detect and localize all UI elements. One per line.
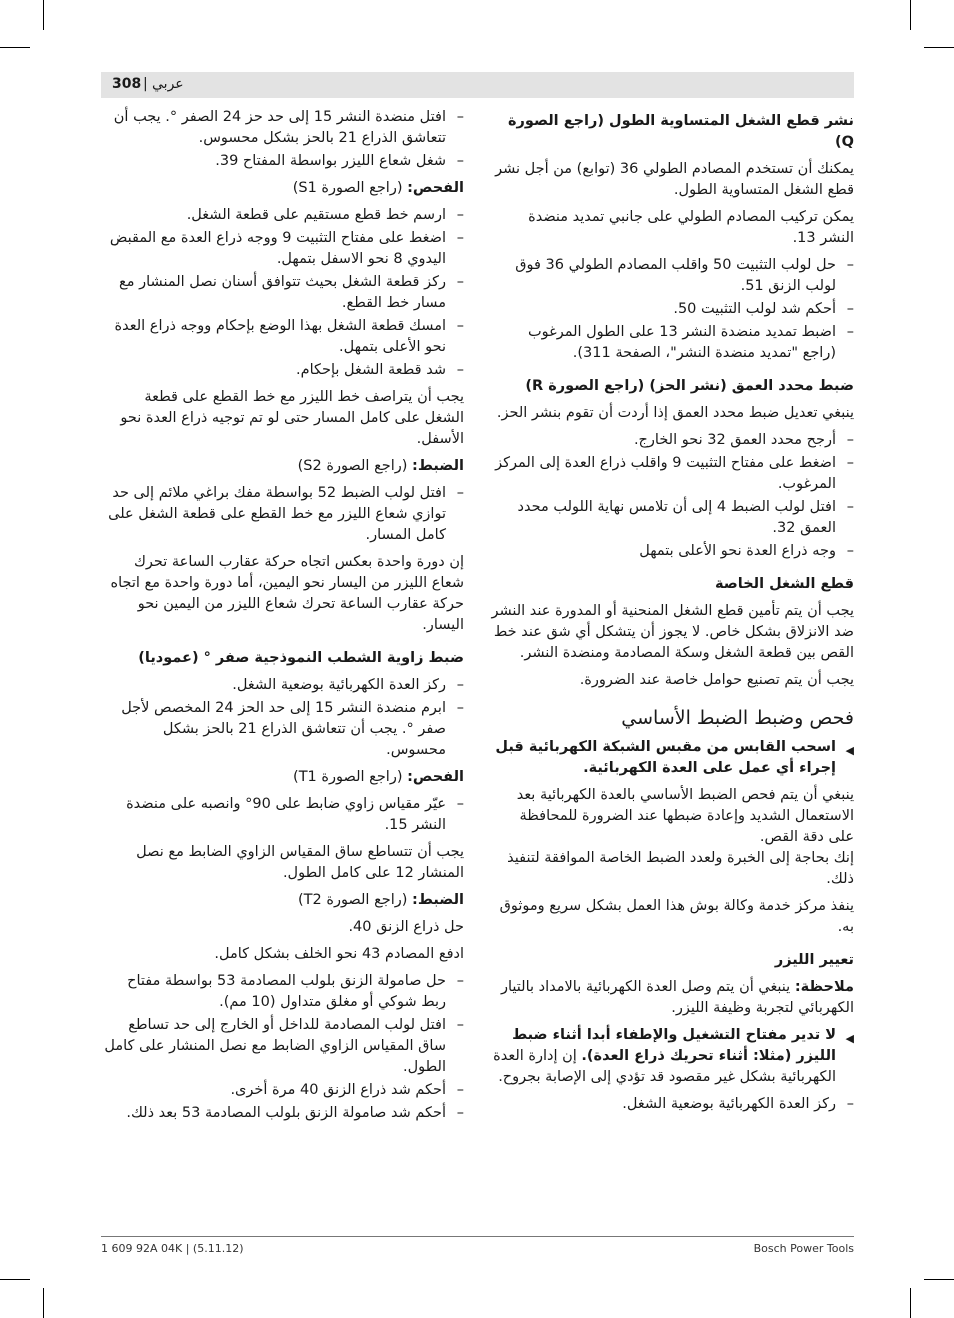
crop-mark	[924, 47, 954, 48]
adjust-label: الضبط:	[412, 892, 464, 908]
check-label-line	[101, 178, 464, 199]
right-column	[491, 107, 854, 1121]
list-item: – عيّر مقياس زاوي ضابط على 90° وانصبه على منضدة النشر 15.	[101, 794, 464, 836]
paragraph: يجب أن يتم تأمين قطع الشغل المنحنية أو المدورة عند النشر ضد الانزلاق بشكل خاص. لا يجوز أن يتشكل أي شق عند خط القص بين قطعة الشغل وسكة المصادمة ومنضدة النشر.	[491, 603, 854, 661]
list-item: – اضبط تمديد منضدة النشر 13 على الطول المرغوب (راجع "تمديد منضدة النشر"، الصفحة 311).	[491, 322, 854, 364]
paragraph: حل ذراع الزنق 40.	[348, 919, 464, 935]
list-item: – أحكم شد صامولة الزنق بلولب المصادمة 53 بعد ذلك.	[101, 1103, 464, 1124]
list-item: – اضغط على مفتاح التثبيت 9 ووجه ذراع العدة مع المقبض اليدوي 8 نحو الاسفل بتمهل.	[101, 228, 464, 270]
list-item: – افتل لولب المصادمة للداخل أو الخارج إلى حد تساطع ساق المقياس الزاوي الضابط مع نصل المنشار على كامل الطول.	[101, 1015, 464, 1078]
list-item: – افتل لولب الضبط 52 بواسطة مفك براغي ملائم إلى حد توازي شعاع الليزر مع خط القطع على قطعة الشغل على كامل المسار.	[101, 483, 464, 546]
crop-mark	[910, 1288, 911, 1318]
warning-block	[491, 737, 854, 779]
step-list	[101, 107, 464, 172]
page-header	[101, 72, 854, 98]
list-item: – ابرم منضدة النشر 15 إلى حد الحز 24 المخصص لأجل صفر °. يجب أن تتعاشق الذراع 21 بالحز بشكل محسوس.	[101, 698, 464, 761]
step-list	[491, 430, 854, 562]
list-item: – شغل شعاع الليزر بواسطة المفتاح 39.	[101, 151, 464, 172]
paragraph: يجب أن تتساطع ساق المقياس الزاوي الضابط مع نصل المنشار 12 على كامل الطول.	[136, 844, 464, 881]
crop-mark	[910, 0, 911, 30]
paragraph: يمكنك أن تستخدم المصادم الطولي 36 (توابع) من أجل نشر قطع الشغل المتساوية الطول.	[495, 161, 854, 198]
note-label: ملاحظة:	[794, 979, 854, 995]
warning-bold-text: لا تدير مفتاح التشغيل والإطفاء أبدا أثناء ضبط الليزر (مثلا: أثناء تحريك ذراع العدة).	[512, 1027, 836, 1064]
paragraph: ينبغي أن يتم فحص الضبط الأساسي بالعدة الكهربائية بعد الاستعمال الشديد وإعادة ضبطها عند الضرورة للمحافظة على دقة القص.	[516, 787, 854, 845]
check-label: الفحص:	[407, 769, 464, 785]
step-list	[101, 794, 464, 836]
step-list	[101, 971, 464, 1124]
footer-divider	[101, 1236, 854, 1237]
warning-text: إن إدارة العدة الكهربائية بشكل غير مقصود قد تؤدي إلى الإصابة بجروح.	[493, 1048, 836, 1085]
section-title-check: فحص وضبط الضبط الأساسي	[621, 707, 854, 729]
list-item: – امسك قطعة الشغل بهذا الوضع بإحكام ووجه ذراع العدة نحو الأعلى بتمهل.	[101, 316, 464, 358]
triangle-bullet-icon: ◀	[845, 744, 854, 757]
figure-reference: (راجع الصورة S2)	[297, 458, 408, 474]
list-item: – وجه ذراع العدة نحو الأعلى بتمهل	[491, 541, 854, 562]
list-item: – افتل منضدة النشر 15 إلى حد حز 24 الصفر °. يجب أن تتعاشق الذراع 21 بالحز بشكل محسوس.	[101, 107, 464, 149]
header-separator: |	[143, 76, 148, 92]
step-list	[101, 483, 464, 546]
note-paragraph	[491, 977, 854, 1019]
list-item: – ركز قطعة الشغل بحيث تتوافق أسنان نصل المنشار مع مسار خط القطع.	[101, 272, 464, 314]
step-list	[491, 1094, 854, 1115]
warning-block	[491, 1025, 854, 1088]
paragraph: يمكن تركيب المصادم الطولي على جانبي تمديد منضدة النشر 13.	[528, 209, 854, 246]
section-title-special: قطع الشغل الخاصة	[714, 576, 854, 592]
list-item: – أحكم شد لولب التثبيت 50.	[491, 299, 854, 320]
check-label: الفحص:	[407, 180, 464, 196]
paragraph: يجب أن يتم تصنيع حوامل خاصة عند الضرورة.	[579, 672, 854, 688]
check-label-line	[101, 767, 464, 788]
list-item: – أحكم شد ذراع الزنق 40 مرة أخرى.	[101, 1080, 464, 1101]
note-text: ينبغي أن يتم وصل العدة الكهربائية بالامداد بالتيار الكهربائي لتجربة وظيفة الليزر.	[501, 979, 854, 1016]
list-item: – شد قطعة الشغل بإحكام.	[101, 360, 464, 381]
section-title-angle: ضبط زاوية الشطب النموذجية صفر ° (عموديا)	[138, 650, 464, 666]
step-list	[101, 205, 464, 381]
list-item: – ركز العدة الكهربائية بوضعية الشغل.	[491, 1094, 854, 1115]
page-number: 308	[112, 76, 142, 92]
crop-mark	[0, 1279, 30, 1280]
list-item: – افتل لولب الضبط 4 إلى أن تلامس نهاية اللولب محدد العمق 32.	[491, 497, 854, 539]
figure-reference: (راجع الصورة S1)	[292, 180, 403, 196]
footer-document-id: 1 609 92A 04K | (5.11.12)	[101, 1242, 244, 1255]
list-item: – ركز العدة الكهربائية بوضعية الشغل.	[101, 675, 464, 696]
paragraph: يجب أن يتراصف خط الليزر مع خط القطع على قطعة الشغل على كامل المسار حتى لو تم توجيه ذراع العدة نحو الأسفل.	[120, 389, 464, 447]
list-item: – ارسم خط قطع مستقيم على قطعة الشغل.	[101, 205, 464, 226]
adjust-label-line	[101, 456, 464, 477]
crop-mark	[43, 1288, 44, 1318]
paragraph: إنك بحاجة إلى الخبرة ولعدد الضبط الخاصة الموافقة لتنفيذ ذلك.	[507, 850, 854, 887]
crop-mark	[924, 1279, 954, 1280]
paragraph: ينبغي تعديل ضبط محدد العمق إذا أردت أن تقوم بنشر الحز.	[496, 405, 854, 421]
list-item: – اضغط على مفتاح التثبيت 9 واقلب ذراع العدة إلى المركز المرغوب.	[491, 453, 854, 495]
adjust-label: الضبط:	[412, 458, 464, 474]
paragraph: ادفع المصادم 43 نحو الخلف بشكل كامل.	[214, 946, 464, 962]
footer-brand: Bosch Power Tools	[753, 1242, 854, 1255]
header-language: عربي	[152, 76, 184, 92]
figure-reference: (راجع الصورة T2)	[297, 892, 408, 908]
adjust-label-line	[101, 890, 464, 911]
paragraph: إن دورة واحدة بعكس اتجاه حركة عقارب الساعة تحرك شعاع الليزر من اليسار نحو اليمين، أما دورة واحدة مع اتجاه حركة عقارب الساعة تحرك شعاع الليزر من اليمين نحو اليسار.	[110, 554, 464, 633]
triangle-bullet-icon: ◀	[845, 1032, 854, 1045]
section-title-laser: تعيير الليزر	[774, 952, 854, 968]
step-list	[491, 255, 854, 364]
section-title-r: ضبط محدد العمق (نشر الحز) (راجع الصورة R)	[525, 378, 854, 394]
warning-text: اسحب القابس من مقبس الشبكة الكهربائية قبل إجراء أي عمل على العدة الكهربائية.	[495, 739, 836, 776]
figure-reference: (راجع الصورة T1)	[293, 769, 403, 785]
paragraph: ينفذ مركز خدمة وكالة بوش هذا العمل بشكل سريع وموثوق به.	[499, 898, 854, 935]
crop-mark	[43, 0, 44, 30]
section-title-q: نشر قطع الشغل المتساوية الطول (راجع الصورة Q)	[507, 113, 854, 150]
step-list	[101, 675, 464, 761]
list-item: – أرجح محدد العمق 32 نحو الخارج.	[491, 430, 854, 451]
crop-mark	[0, 47, 30, 48]
list-item: – حل لولب التثبيت 50 واقلب المصادم الطولي 36 فوق لولب الزنق 51.	[491, 255, 854, 297]
list-item: – حل صامولة الزنق بلولب المصادمة 53 بواسطة مفتاح ربط شوكي أو مغلق متداول (10 مم).	[101, 971, 464, 1013]
left-column	[101, 107, 464, 1130]
